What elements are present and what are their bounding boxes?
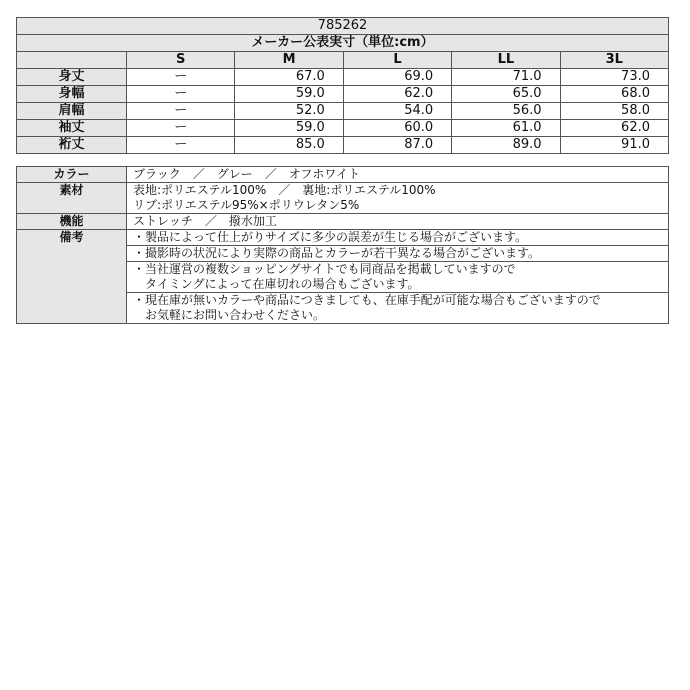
measurement-label: 身丈: [17, 69, 127, 86]
spec-value: [127, 167, 669, 183]
measurement-row: [17, 86, 669, 103]
spec-table: [16, 166, 669, 324]
measurement-value: ー: [127, 137, 235, 154]
measurement-value: 59.0: [235, 86, 343, 103]
measurement-value: 52.0: [235, 103, 343, 120]
measurement-value: 54.0: [343, 103, 451, 120]
measurement-value: 62.0: [560, 120, 668, 137]
measurement-label: 袖丈: [17, 120, 127, 137]
size-caption: メーカー公表実寸（単位:cm）: [17, 35, 669, 52]
size-header: L: [343, 52, 451, 69]
note-line: ・現在庫が無いカラーや商品につきましても、在庫手配が可能な場合もございますので: [133, 293, 601, 307]
measurement-value: 69.0: [343, 69, 451, 86]
size-header: M: [235, 52, 343, 69]
spec-value: [127, 214, 669, 230]
spec-row-function: [17, 214, 669, 230]
size-header: LL: [452, 52, 560, 69]
spec-row-notes: [17, 230, 669, 324]
measurement-row: [17, 69, 669, 86]
size-header: S: [127, 52, 235, 69]
size-caption-row: [17, 35, 669, 52]
measurement-value: 60.0: [343, 120, 451, 137]
note: [127, 246, 668, 262]
product-code-row: [17, 18, 669, 35]
measurement-value: ー: [127, 103, 235, 120]
measurement-value: 71.0: [452, 69, 560, 86]
spec-row-material: [17, 183, 669, 214]
measurement-value: 58.0: [560, 103, 668, 120]
note: [127, 230, 668, 246]
spec-label: カラー: [17, 167, 127, 183]
spec-value: [127, 183, 669, 214]
color-value: ブラック ／ グレー ／ オフホワイト: [133, 167, 361, 181]
spec-label: 素材: [17, 183, 127, 214]
function-value: ストレッチ ／ 撥水加工: [133, 214, 277, 228]
spec-label: 機能: [17, 214, 127, 230]
measurement-row: [17, 120, 669, 137]
measurement-row: [17, 103, 669, 120]
measurement-value: 68.0: [560, 86, 668, 103]
measurement-value: ー: [127, 69, 235, 86]
note-line: ・当社運営の複数ショッピングサイトでも同商品を掲載していますので: [133, 262, 516, 276]
measurement-value: 62.0: [343, 86, 451, 103]
measurement-value: 56.0: [452, 103, 560, 120]
measurement-value: 85.0: [235, 137, 343, 154]
measurement-value: 67.0: [235, 69, 343, 86]
measurement-value: 61.0: [452, 120, 560, 137]
material-line: 表地:ポリエステル100% ／ 裏地:ポリエステル100%: [133, 183, 436, 197]
size-header-blank: [17, 52, 127, 69]
measurement-value: 65.0: [452, 86, 560, 103]
spec-label: 備考: [17, 230, 127, 324]
spec-value: [127, 230, 669, 324]
measurement-value: ー: [127, 86, 235, 103]
note-line: ・撮影時の状況により実際の商品とカラーが若干異なる場合がございます。: [133, 246, 541, 260]
spec-row-color: [17, 167, 669, 183]
material-line: リブ:ポリエステル95%×ポリウレタン5%: [133, 198, 360, 212]
measurement-value: 73.0: [560, 69, 668, 86]
size-header-row: [17, 52, 669, 69]
measurement-label: 裄丈: [17, 137, 127, 154]
note: [127, 262, 668, 293]
measurement-row: [17, 137, 669, 154]
measurement-label: 身幅: [17, 86, 127, 103]
note: [127, 293, 668, 323]
measurement-value: 59.0: [235, 120, 343, 137]
measurement-label: 肩幅: [17, 103, 127, 120]
size-header: 3L: [560, 52, 668, 69]
measurement-value: 91.0: [560, 137, 668, 154]
measurement-value: 87.0: [343, 137, 451, 154]
size-table: [16, 17, 669, 154]
product-code: 785262: [17, 18, 669, 35]
measurement-value: 89.0: [452, 137, 560, 154]
note-line: お気軽にお問い合わせください。: [133, 308, 326, 322]
note-line: タイミングによって在庫切れの場合もございます。: [133, 277, 420, 291]
measurement-value: ー: [127, 120, 235, 137]
note-line: ・製品によって仕上がりサイズに多少の誤差が生じる場合がございます。: [133, 230, 528, 244]
